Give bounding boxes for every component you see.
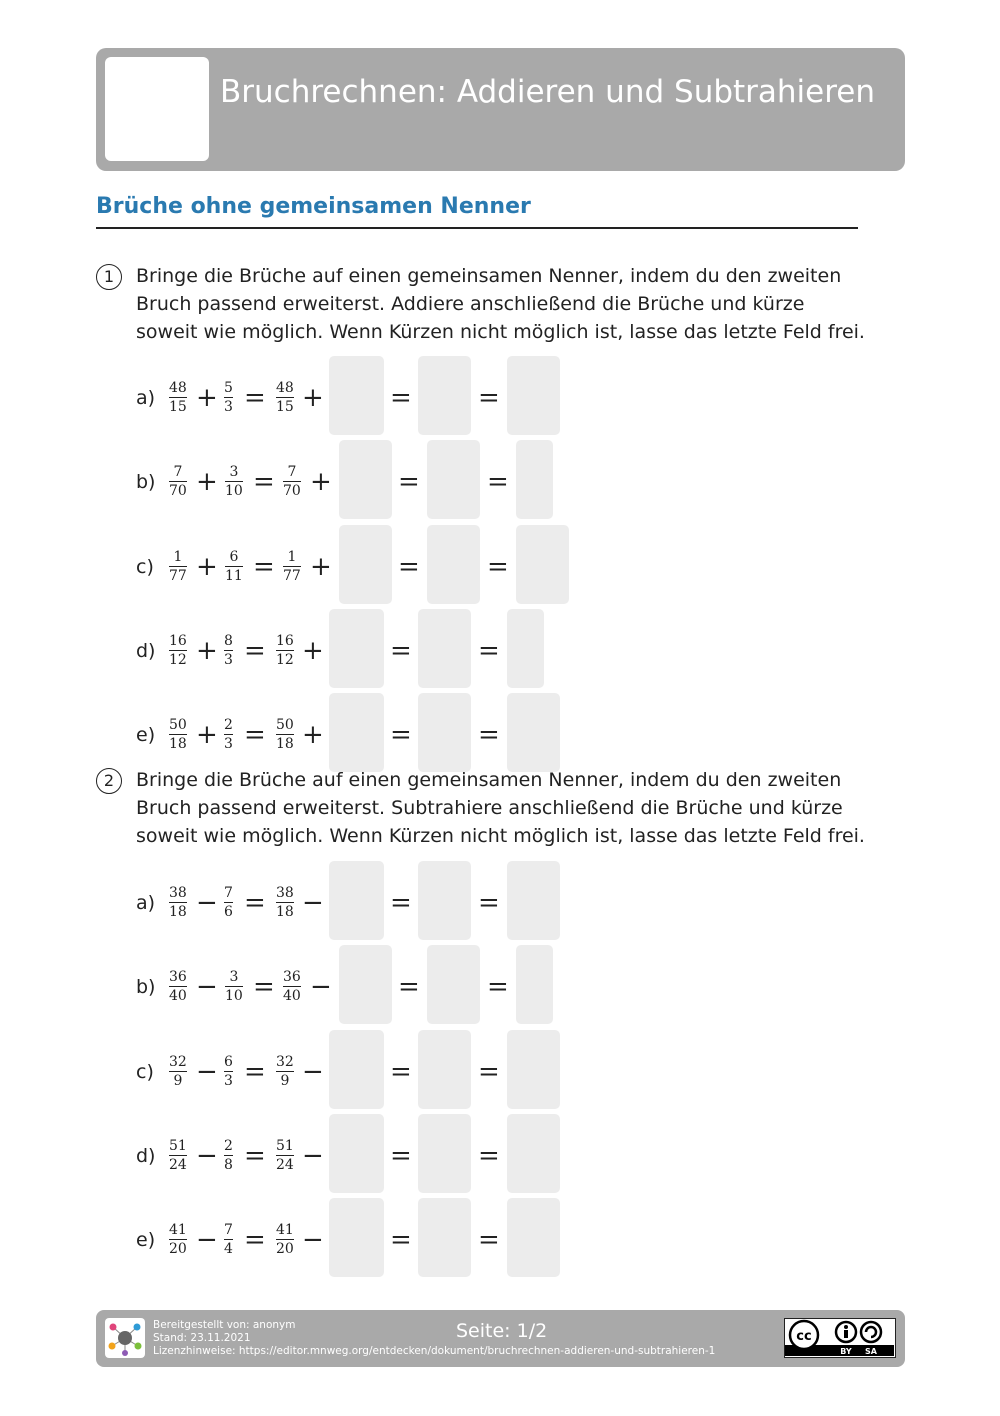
answer-field-1[interactable]: [329, 693, 384, 772]
denominator: 20: [276, 1241, 294, 1257]
fraction-2: [225, 464, 243, 499]
denominator: 3: [224, 1073, 233, 1089]
fraction-3: [283, 464, 301, 499]
denominator: 11: [225, 568, 243, 584]
numerator: 7: [173, 464, 183, 480]
fraction-bar: [276, 1071, 294, 1072]
equals-sign: =: [487, 467, 509, 497]
fraction-1: [169, 1054, 187, 1089]
section-divider: [96, 227, 858, 229]
exercise-row: [136, 883, 596, 923]
fraction-2: [225, 969, 243, 1004]
fraction-bar: [169, 566, 187, 567]
operator: +: [196, 467, 218, 497]
equals-sign: =: [390, 888, 412, 918]
equals-sign: =: [244, 888, 266, 918]
answer-field-1[interactable]: [329, 861, 384, 940]
page-title: Bruchrechnen: Addieren und Subtrahieren: [220, 74, 876, 110]
exercise-row: [136, 631, 596, 671]
numerator: 7: [287, 464, 297, 480]
numerator: 16: [276, 633, 294, 649]
answer-field-1[interactable]: [329, 1198, 384, 1277]
operator: −: [302, 1141, 324, 1171]
fraction-3: [276, 380, 294, 415]
exercise-row: [136, 547, 596, 587]
equals-sign: =: [478, 720, 500, 750]
fraction-1: [169, 633, 187, 668]
denominator: 12: [169, 652, 187, 668]
operator: −: [302, 888, 324, 918]
fraction-2: [224, 380, 233, 415]
operator: −: [302, 1225, 324, 1255]
denominator: 18: [276, 736, 294, 752]
answer-field-2[interactable]: [427, 440, 480, 519]
numerator: 1: [173, 549, 183, 565]
fraction-bar: [169, 650, 187, 651]
denominator: 3: [224, 736, 233, 752]
denominator: 18: [169, 736, 187, 752]
fraction-bar: [276, 397, 294, 398]
svg-text:BY: BY: [840, 1347, 852, 1356]
answer-field-1[interactable]: [329, 1114, 384, 1193]
fraction-bar: [224, 1155, 233, 1156]
exercise-row: [136, 1136, 596, 1176]
svg-text:cc: cc: [796, 1329, 812, 1344]
exercise-row: [136, 462, 596, 502]
numerator: 8: [224, 633, 233, 649]
denominator: 70: [169, 483, 187, 499]
task-1-number: 1: [96, 264, 122, 290]
svg-text:SA: SA: [865, 1347, 877, 1356]
denominator: 18: [169, 904, 187, 920]
exercise-label: c): [136, 556, 154, 578]
denominator: 15: [276, 399, 294, 415]
equals-sign: =: [244, 1225, 266, 1255]
numerator: 32: [276, 1054, 294, 1070]
fraction-1: [169, 549, 187, 584]
fraction-bar: [169, 1071, 187, 1072]
fraction-bar: [225, 986, 243, 987]
answer-field-2[interactable]: [418, 693, 471, 772]
fraction-1: [169, 1138, 187, 1173]
denominator: 12: [276, 652, 294, 668]
numerator: 2: [224, 1138, 233, 1154]
operator: +: [310, 467, 332, 497]
operator: −: [196, 888, 218, 918]
fraction-3: [276, 633, 294, 668]
equals-sign: =: [390, 720, 412, 750]
task-1-instructions: Bringe die Brüche auf einen gemeinsamen Nenner, indem du den zweiten Bruch passend erweiterst. Addiere anschließend die Brüche und kürze soweit wie möglich. Wenn Kürzen nicht möglich ist, lasse das letzte Feld frei.: [136, 265, 865, 343]
numerator: 7: [224, 1222, 233, 1238]
denominator: 10: [225, 483, 243, 499]
fraction-1: [169, 464, 187, 499]
operator: −: [196, 1141, 218, 1171]
fraction-3: [283, 969, 301, 1004]
fraction-2: [224, 1138, 233, 1173]
operator: −: [302, 1057, 324, 1087]
numerator: 50: [276, 717, 294, 733]
cc-by-sa-license-icon[interactable]: [784, 1318, 896, 1358]
numerator: 41: [276, 1222, 294, 1238]
exercise-label: d): [136, 640, 156, 662]
fraction-bar: [225, 566, 243, 567]
equals-sign: =: [244, 1057, 266, 1087]
fraction-1: [169, 717, 187, 752]
exercise-label: e): [136, 1229, 156, 1251]
fraction-bar: [225, 481, 243, 482]
fraction-bar: [224, 734, 233, 735]
equals-sign: =: [478, 1225, 500, 1255]
fraction-3: [276, 1054, 294, 1089]
numerator: 38: [169, 885, 187, 901]
numerator: 48: [276, 380, 294, 396]
numerator: 1: [287, 549, 297, 565]
fraction-3: [276, 717, 294, 752]
fraction-bar: [224, 650, 233, 651]
task-2-number: 2: [96, 768, 122, 794]
operator: −: [196, 1057, 218, 1087]
denominator: 24: [169, 1157, 187, 1173]
fraction-bar: [224, 902, 233, 903]
operator: +: [302, 636, 324, 666]
exercise-row: [136, 378, 596, 418]
denominator: 24: [276, 1157, 294, 1173]
answer-field-1[interactable]: [329, 356, 384, 435]
fraction-bar: [283, 566, 301, 567]
numerator: 38: [276, 885, 294, 901]
equals-sign: =: [390, 383, 412, 413]
fraction-bar: [276, 1239, 294, 1240]
fraction-2: [225, 549, 243, 584]
answer-field-3[interactable]: [516, 440, 553, 519]
fraction-bar: [169, 1239, 187, 1240]
exercise-label: a): [136, 892, 156, 914]
exercise-label: c): [136, 1061, 154, 1083]
fraction-2: [224, 1054, 233, 1089]
answer-field-2[interactable]: [427, 525, 480, 604]
fraction-bar: [224, 397, 233, 398]
denominator: 18: [276, 904, 294, 920]
denominator: 3: [224, 652, 233, 668]
equals-sign: =: [487, 552, 509, 582]
answer-field-2[interactable]: [418, 861, 471, 940]
fraction-3: [276, 1222, 294, 1257]
fraction-2: [224, 717, 233, 752]
fraction-2: [224, 1222, 233, 1257]
exercise-label: a): [136, 387, 156, 409]
numerator: 6: [229, 549, 239, 565]
equals-sign: =: [390, 1141, 412, 1171]
numerator: 51: [276, 1138, 294, 1154]
exercise-label: b): [136, 471, 156, 493]
fraction-bar: [224, 1239, 233, 1240]
numerator: 48: [169, 380, 187, 396]
fraction-3: [283, 549, 301, 584]
denominator: 4: [224, 1241, 233, 1257]
equals-sign: =: [390, 1225, 412, 1255]
answer-field-2[interactable]: [427, 945, 480, 1024]
denominator: 70: [283, 483, 301, 499]
denominator: 40: [283, 988, 301, 1004]
numerator: 2: [224, 717, 233, 733]
fraction-1: [169, 885, 187, 920]
equals-sign: =: [390, 636, 412, 666]
fraction-bar: [169, 397, 187, 398]
numerator: 5: [224, 380, 233, 396]
numerator: 36: [283, 969, 301, 985]
answer-field-3[interactable]: [516, 945, 553, 1024]
fraction-bar: [283, 481, 301, 482]
equals-sign: =: [478, 1141, 500, 1171]
page-number: Seite: 1/2: [456, 1320, 548, 1342]
footer: [96, 1310, 905, 1367]
operator: −: [196, 972, 218, 1002]
fraction-1: [169, 380, 187, 415]
header-banner: [96, 48, 905, 171]
equals-sign: =: [398, 467, 420, 497]
answer-field-2[interactable]: [418, 1114, 471, 1193]
operator: −: [196, 1225, 218, 1255]
operator: +: [196, 720, 218, 750]
denominator: 15: [169, 399, 187, 415]
fraction-bar: [169, 1155, 187, 1156]
answer-field-3[interactable]: [507, 861, 560, 940]
operator: +: [196, 552, 218, 582]
answer-field-2[interactable]: [418, 1030, 471, 1109]
equals-sign: =: [487, 972, 509, 1002]
equals-sign: =: [244, 720, 266, 750]
equals-sign: =: [390, 1057, 412, 1087]
numerator: 3: [229, 464, 239, 480]
numerator: 6: [224, 1054, 233, 1070]
operator: +: [196, 383, 218, 413]
numerator: 7: [224, 885, 233, 901]
answer-field-1[interactable]: [339, 525, 392, 604]
operator: +: [196, 636, 218, 666]
fraction-1: [169, 969, 187, 1004]
mnweg-logo-icon: [105, 1318, 145, 1358]
numerator: 3: [229, 969, 239, 985]
answer-field-2[interactable]: [418, 1198, 471, 1277]
footer-license-link[interactable]: Lizenzhinweise: https://editor.mnweg.org/entdecken/dokument/bruchrechnen-addieren-und-subtrahieren-1: [153, 1345, 716, 1357]
exercise-row: [136, 1052, 596, 1092]
denominator: 20: [169, 1241, 187, 1257]
equals-sign: =: [478, 383, 500, 413]
denominator: 77: [169, 568, 187, 584]
equals-sign: =: [253, 552, 275, 582]
answer-field-2[interactable]: [418, 356, 471, 435]
equals-sign: =: [244, 1141, 266, 1171]
exercise-row: [136, 715, 596, 755]
section-heading: Brüche ohne gemeinsamen Nenner: [96, 194, 531, 219]
answer-field-2[interactable]: [418, 609, 471, 688]
footer-provided-by: Bereitgestellt von: anonym: [153, 1319, 296, 1331]
numerator: 41: [169, 1222, 187, 1238]
numerator: 51: [169, 1138, 187, 1154]
denominator: 3: [224, 399, 233, 415]
answer-field-3[interactable]: [507, 356, 560, 435]
answer-field-3[interactable]: [507, 1198, 560, 1277]
fraction-bar: [276, 902, 294, 903]
equals-sign: =: [244, 636, 266, 666]
denominator: 10: [225, 988, 243, 1004]
exercise-label: d): [136, 1145, 156, 1167]
equals-sign: =: [244, 383, 266, 413]
equals-sign: =: [478, 888, 500, 918]
answer-field-1[interactable]: [329, 1030, 384, 1109]
fraction-bar: [276, 734, 294, 735]
answer-field-3[interactable]: [507, 1114, 560, 1193]
fraction-bar: [276, 1155, 294, 1156]
denominator: 77: [283, 568, 301, 584]
fraction-bar: [169, 734, 187, 735]
numerator: 32: [169, 1054, 187, 1070]
fraction-bar: [169, 986, 187, 987]
answer-field-3[interactable]: [507, 693, 560, 772]
numerator: 36: [169, 969, 187, 985]
footer-date: Stand: 23.11.2021: [153, 1332, 251, 1344]
equals-sign: =: [398, 972, 420, 1002]
answer-field-1[interactable]: [339, 440, 392, 519]
denominator: 8: [224, 1157, 233, 1173]
answer-field-3[interactable]: [516, 525, 569, 604]
operator: +: [302, 383, 324, 413]
answer-field-3[interactable]: [507, 609, 544, 688]
fraction-bar: [169, 481, 187, 482]
operator: −: [310, 972, 332, 1002]
answer-field-1[interactable]: [339, 945, 392, 1024]
fraction-2: [224, 885, 233, 920]
denominator: 9: [173, 1073, 183, 1089]
operator: +: [310, 552, 332, 582]
logo-placeholder: [105, 57, 209, 161]
exercise-row: [136, 1220, 596, 1260]
fraction-bar: [276, 650, 294, 651]
denominator: 40: [169, 988, 187, 1004]
task-2-instructions: Bringe die Brüche auf einen gemeinsamen Nenner, indem du den zweiten Bruch passend erweiterst. Subtrahiere anschließend die Brüche und kürze soweit wie möglich. Wenn Kürzen nicht möglich ist, lasse das letzte Feld frei.: [136, 769, 865, 847]
exercise-label: e): [136, 724, 156, 746]
equals-sign: =: [253, 467, 275, 497]
numerator: 16: [169, 633, 187, 649]
fraction-3: [276, 1138, 294, 1173]
denominator: 6: [224, 904, 233, 920]
fraction-bar: [224, 1071, 233, 1072]
equals-sign: =: [478, 636, 500, 666]
equals-sign: =: [478, 1057, 500, 1087]
equals-sign: =: [253, 972, 275, 1002]
fraction-bar: [283, 986, 301, 987]
exercise-row: [136, 967, 596, 1007]
denominator: 9: [280, 1073, 290, 1089]
fraction-3: [276, 885, 294, 920]
operator: +: [302, 720, 324, 750]
equals-sign: =: [398, 552, 420, 582]
answer-field-1[interactable]: [329, 609, 384, 688]
fraction-bar: [169, 902, 187, 903]
exercise-label: b): [136, 976, 156, 998]
fraction-1: [169, 1222, 187, 1257]
numerator: 50: [169, 717, 187, 733]
fraction-2: [224, 633, 233, 668]
answer-field-3[interactable]: [507, 1030, 560, 1109]
